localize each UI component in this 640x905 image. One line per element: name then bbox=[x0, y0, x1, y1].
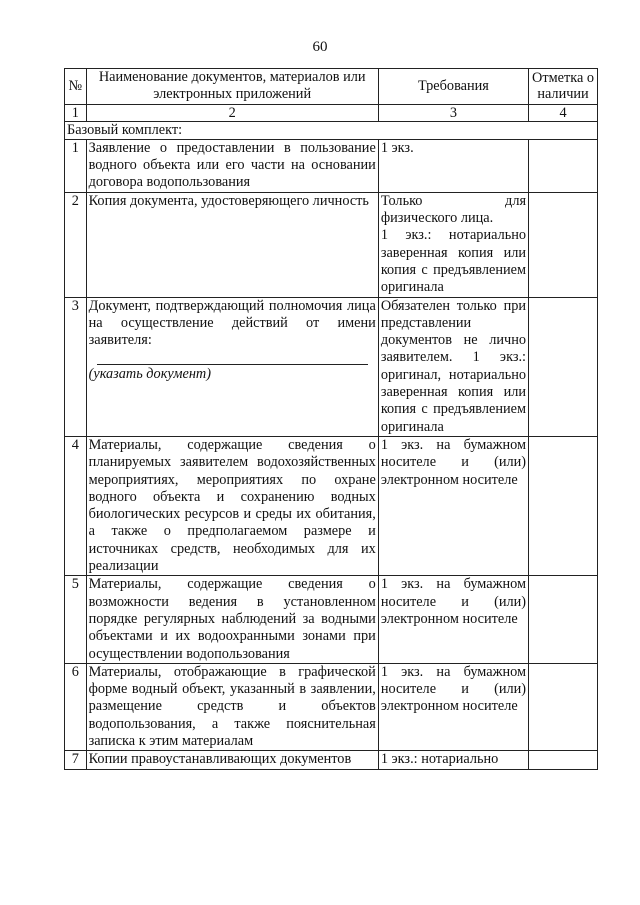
document-name: Заявление о предоставлении в пользование водного объекта или его части на основании договора водопользования bbox=[86, 139, 378, 192]
document-name: Копия документа, удостоверяющего личность bbox=[86, 192, 378, 297]
row-number: 7 bbox=[65, 751, 87, 769]
table-header-row bbox=[65, 69, 598, 105]
document-name-text: Документ, подтверждающий полномочия лица на осуществление действий от имени заявителя: bbox=[88, 297, 376, 349]
availability-mark-cell[interactable] bbox=[529, 192, 598, 297]
document-name: Материалы, содержащие сведения о планируемых заявителем водохозяйственных мероприятиях, мероприятиях по охране водного объекта и сохранению водных биологических ресурсов и среды их обитания, а также о предполагаемом размере и источниках средств, необходимых для их реализации bbox=[86, 436, 378, 575]
availability-mark-cell[interactable] bbox=[529, 576, 598, 663]
row-number: 3 bbox=[65, 297, 87, 436]
table-row bbox=[65, 576, 598, 663]
header-document-name: Наименование документов, материалов или электронных приложений bbox=[86, 69, 378, 105]
requirement: 1 экз. на бумажном носителе и (или) электронном носителе bbox=[378, 663, 528, 750]
fill-in-line[interactable] bbox=[97, 364, 368, 365]
table-row bbox=[65, 139, 598, 192]
table-row bbox=[65, 436, 598, 575]
table-row bbox=[65, 751, 598, 769]
documents-table bbox=[64, 68, 598, 770]
header-number: № bbox=[65, 69, 87, 105]
row-number: 5 bbox=[65, 576, 87, 663]
availability-mark-cell[interactable] bbox=[529, 297, 598, 436]
requirement: 1 экз. на бумажном носителе и (или) электронном носителе bbox=[378, 576, 528, 663]
row-number: 6 bbox=[65, 663, 87, 750]
requirement: 1 экз. bbox=[378, 139, 528, 192]
row-number: 1 bbox=[65, 139, 87, 192]
availability-mark-cell[interactable] bbox=[529, 663, 598, 750]
table-row bbox=[65, 297, 598, 436]
column-number: 2 bbox=[86, 104, 378, 121]
document-name bbox=[86, 297, 378, 436]
requirement-line: Только для физического лица. bbox=[380, 192, 527, 227]
column-number-row bbox=[65, 104, 598, 121]
column-number: 4 bbox=[529, 104, 598, 121]
header-availability-mark: Отметка о наличии bbox=[529, 69, 598, 105]
section-title: Базовый комплект: bbox=[65, 121, 598, 139]
requirement bbox=[378, 192, 528, 297]
column-number: 3 bbox=[378, 104, 528, 121]
document-name: Копии правоустанавливающих документов bbox=[86, 751, 378, 769]
row-number: 4 bbox=[65, 436, 87, 575]
header-requirements: Требования bbox=[378, 69, 528, 105]
availability-mark-cell[interactable] bbox=[529, 436, 598, 575]
requirement-line: 1 экз.: нотариально заверенная копия или копия с предъявлением оригинала bbox=[380, 227, 527, 296]
availability-mark-cell[interactable] bbox=[529, 139, 598, 192]
column-number: 1 bbox=[65, 104, 87, 121]
requirement: 1 экз. на бумажном носителе и (или) электронном носителе bbox=[378, 436, 528, 575]
document-name: Материалы, отображающие в графической форме водный объект, указанный в заявлении, размещение средств и объектов водопользования, а также пояснительная записка к этим материалам bbox=[86, 663, 378, 750]
requirement: 1 экз.: нотариально bbox=[378, 751, 528, 769]
document-name: Материалы, содержащие сведения о возможности ведения в установленном порядке регулярных наблюдений за водными объектами и их водоохранными зонами при осуществлении водопользования bbox=[86, 576, 378, 663]
table-row bbox=[65, 663, 598, 750]
page-number: 60 bbox=[312, 39, 328, 55]
table-row bbox=[65, 192, 598, 297]
availability-mark-cell[interactable] bbox=[529, 751, 598, 769]
requirement: Обязателен только при представлении документов не лично заявителем. 1 экз.: оригинал, нотариально заверенная копия или копия с предъявлением оригинала bbox=[378, 297, 528, 436]
fill-in-hint: (указать документ) bbox=[88, 366, 212, 383]
row-number: 2 bbox=[65, 192, 87, 297]
section-row bbox=[65, 121, 598, 139]
